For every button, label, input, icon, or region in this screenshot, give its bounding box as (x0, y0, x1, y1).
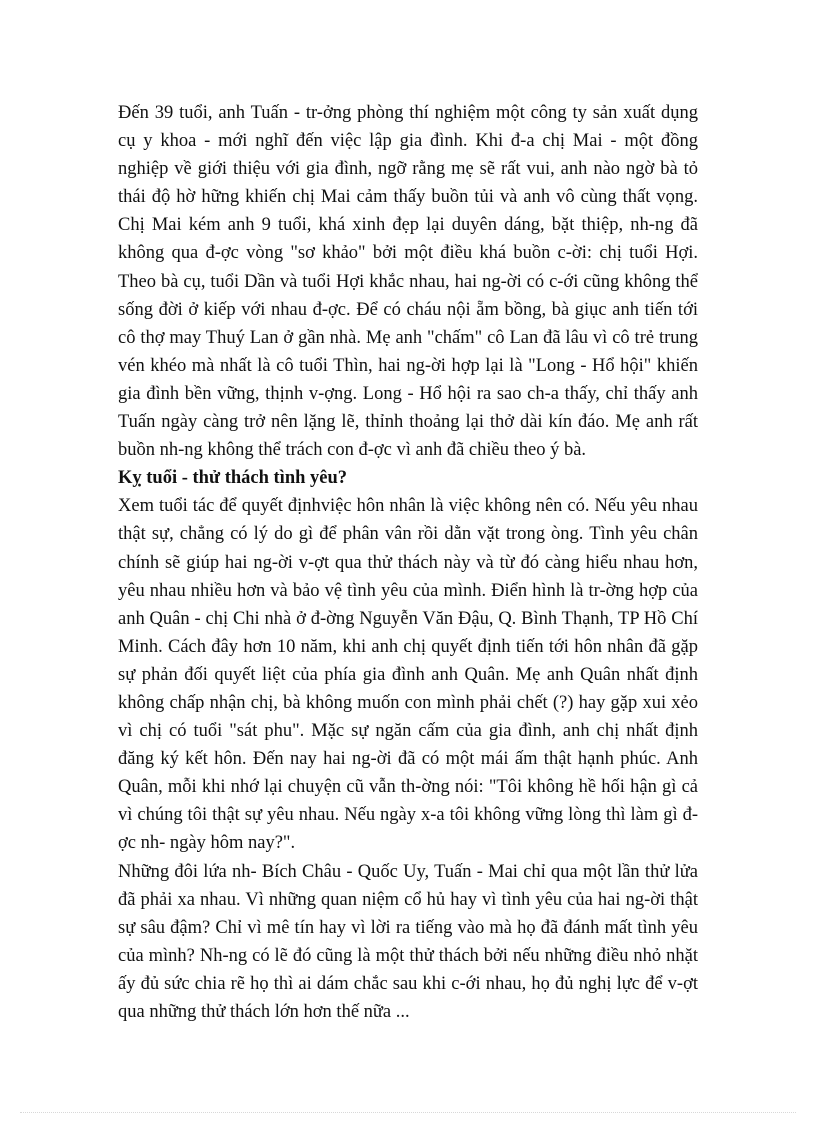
page-bottom-divider (20, 1112, 796, 1113)
section-heading: Kỵ tuổi - thử thách tình yêu? (118, 468, 348, 489)
paragraph-story: Đến 39 tuổi, anh Tuấn - tr-ởng phòng thí nghiệm một công ty sản xuất dụng cụ y khoa - mới nghĩ đến việc lập gia đình. Khi đ-a chị Mai - một đồng nghiệp về giới thiệu với gia đình, ngỡ rằng mẹ sẽ rất vui, anh nào ngờ bà tỏ thái độ hờ hững khiến chị Mai cảm thấy buồn tủi và anh vô cùng thất vọng. Chị Mai kém anh 9 tuổi, khá xinh đẹp lại duyên dáng, bặt thiệp, nh-ng đã không qua đ-ợc vòng "sơ khảo" bởi một điều khá buồn c-ời: chị tuổi Hợi. Theo bà cụ, tuổi Dần và tuổi Hợi khắc nhau, hai ng-ời có c-ới cũng không thể sống đời ở kiếp với nhau đ-ợc. Để có cháu nội ẵm bồng, bà giục anh tiến tới cô thợ may Thuý Lan ở gần nhà. Mẹ anh "chấm" cô Lan đã lâu vì cô trẻ trung vén khéo mà nhất là cô tuổi Thìn, hai ng-ời hợp lại là "Long - Hổ hội" khiến gia đình bền vững, thịnh v-ợng. Long - Hổ hội ra sao ch-a thấy, chỉ thấy anh Tuấn ngày càng trở nên lặng lẽ, thỉnh thoảng lại thở dài kín đáo. Mẹ anh rất buồn nh-ng không thể trách con đ-ợc vì anh đã chiều theo ý bà. (118, 103, 698, 461)
article-body (118, 99, 698, 1026)
paragraph-example: Xem tuổi tác để quyết địnhviệc hôn nhân là việc không nên có. Nếu yêu nhau thật sự, chẳng có lý do gì để phân vân rồi dằn vặt trong òng. Tình yêu chân chính sẽ giúp hai ng-ời v-ợt qua thử thách này và từ đó càng hiểu nhau hơn, yêu nhau nhiều hơn và bảo vệ tình yêu của mình. Điển hình là tr-ờng hợp của anh Quân - chị Chi nhà ở đ-ờng Nguyễn Văn Đậu, Q. Bình Thạnh, TP Hồ Chí Minh. Cách đây hơn 10 năm, khi anh chị quyết định tiến tới hôn nhân đã gặp sự phản đối quyết liệt của phía gia đình anh Quân. Mẹ anh Quân nhất định không chấp nhận chị, bà không muốn con mình phải chết (?) hay gặp xui xẻo vì chị có tuổi "sát phu". Mặc sự ngăn cấm của gia đình, anh chị nhất định đăng ký kết hôn. Đến nay hai ng-ời đã có một mái ấm thật hạnh phúc. Anh Quân, mỗi khi nhớ lại chuyện cũ vẫn th-ờng nói: "Tôi không hề hối hận gì cả vì chúng tôi thật sự yêu nhau. Nếu ngày x-a tôi không vững lòng thì làm gì đ-ợc nh- ngày hôm nay?". (118, 496, 698, 854)
paragraph-conclusion: Những đôi lứa nh- Bích Châu - Quốc Uy, Tuấn - Mai chỉ qua một lần thử lửa đã phải xa nhau. Vì những quan niệm cổ hủ hay vì tình yêu của hai ng-ời thật sự sâu đậm? Chỉ vì mê tín hay vì lời ra tiếng vào mà họ đã đánh mất tình yêu của mình? Nh-ng có lẽ đó cũng là một thử thách bởi nếu những điều nhỏ nhặt ấy đủ sức chia rẽ họ thì ai dám chắc sau khi c-ới nhau, họ đủ nghị lực để v-ợt qua những thử thách lớn hơn thế nữa ... (118, 861, 698, 1022)
